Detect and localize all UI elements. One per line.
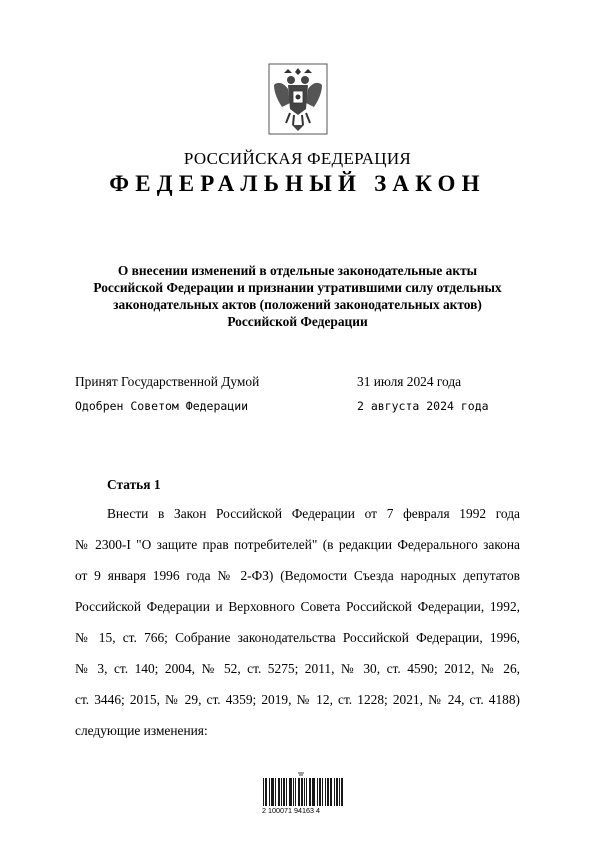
article-text-line: Внести в Закон Российской Федерации от 7 февраля 1992 года xyxy=(107,506,520,521)
document-type: ФЕДЕРАЛЬНЫЙ ЗАКОН xyxy=(109,171,486,196)
article-text-line: № 2300-I "О защите прав потребителей" (в редакции Федерального закона xyxy=(75,537,520,552)
article-text-line: ст. 3446; 2015, № 29, ст. 4359; 2019, № 12, ст. 1228; 2021, № 24, ст. 4188) xyxy=(75,692,520,707)
adopted-by-duma-label: Принят Государственной Думой xyxy=(75,374,260,389)
law-title xyxy=(60,262,535,330)
coat-of-arms-emblem xyxy=(268,63,328,135)
title-line: О внесении изменений в отдельные законодательные акты xyxy=(117,263,478,278)
approved-by-council-label: Одобрен Советом Федерации xyxy=(75,399,249,413)
article-text-line: № 3, ст. 140; 2004, № 52, ст. 5275; 2011, № 30, ст. 4590; 2012, № 26, xyxy=(75,661,520,676)
approved-date: 2 августа 2024 года xyxy=(357,399,489,413)
adopted-date: 31 июля 2024 года xyxy=(357,374,462,389)
title-line: Российской Федерации и признании утратившими силу отдельных xyxy=(93,280,502,295)
title-line: Российской Федерации xyxy=(227,314,368,329)
article-text-line: от 9 января 1996 года № 2-ФЗ) (Ведомости Съезда народных депутатов xyxy=(75,568,520,583)
country-name: РОССИЙСКАЯ ФЕДЕРАЦИЯ xyxy=(183,149,412,168)
article-text-line: Российской Федерации и Верховного Совета Российской Федерации, 1992, xyxy=(75,599,520,614)
barcode-number: 2 100071 94163 4 xyxy=(262,806,320,815)
barcode xyxy=(262,772,344,806)
article-text-line: следующие изменения: xyxy=(75,723,208,738)
article-text-line: № 15, ст. 766; Собрание законодательства Российской Федерации, 1996, xyxy=(75,630,520,645)
article-heading: Статья 1 xyxy=(107,477,161,492)
title-line: законодательных актов (положений законодательных актов) xyxy=(113,297,482,312)
